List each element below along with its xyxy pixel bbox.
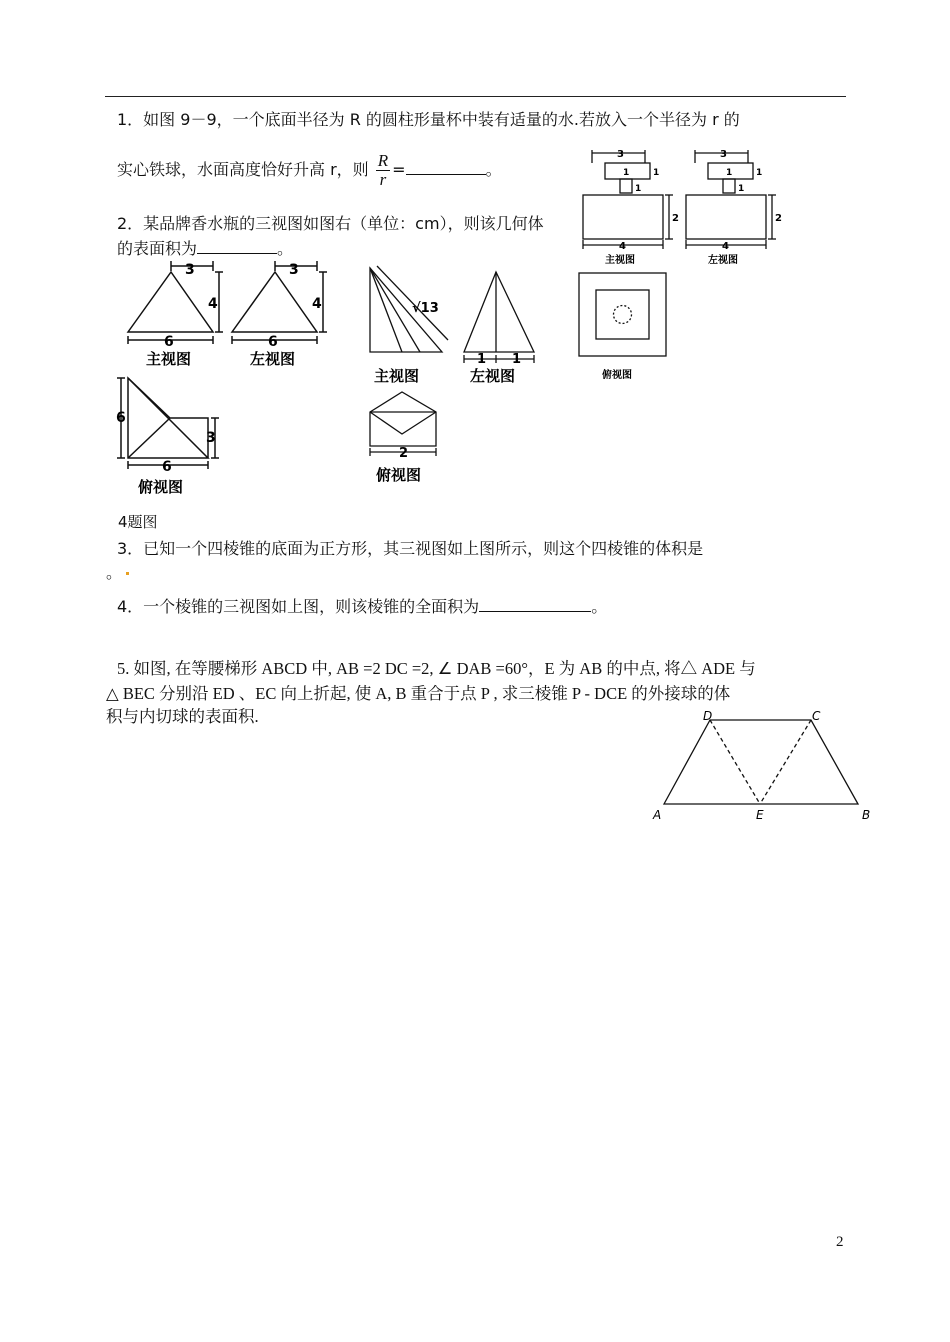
- q3-front-dim-base: 6: [164, 334, 174, 350]
- q3-top-dim-bottom6: 6: [162, 459, 172, 475]
- q4-answer-blank: [479, 597, 591, 612]
- bottle-left-dim-top: 3: [720, 149, 727, 160]
- q3-top-label: 俯视图: [138, 478, 184, 496]
- q4-line1: [117, 597, 607, 617]
- q1-line2: [117, 152, 502, 189]
- trap-label-D: D: [703, 709, 713, 723]
- q3-front-dim-half: 3: [185, 262, 195, 278]
- trap-label-E: E: [756, 808, 764, 822]
- q4-top-view: [364, 386, 464, 486]
- bottle-left-view: [678, 145, 878, 265]
- q4-left-dim-1a: 1: [477, 352, 487, 367]
- bottle-left-dim-neck: 1: [726, 168, 733, 178]
- q1-frac-den: r: [379, 170, 387, 189]
- bottle-front-dim-big: 2: [672, 213, 679, 224]
- trap-label-A: A: [653, 808, 662, 822]
- q3-left-dim-half: 3: [289, 262, 299, 278]
- header-rule: [105, 96, 846, 97]
- q5-line3: 积与内切球的表面积.: [106, 707, 259, 726]
- q4-left-dim-1b: 1: [512, 352, 522, 367]
- q3-left-dim-height: 4: [312, 296, 322, 312]
- trap-label-B: B: [862, 808, 871, 822]
- q5-line2: △ BEC 分别沿 ED 、EC 向上折起, 使 A, B 重合于点 P , 求三棱锥 P - DCE 的外接球的体: [106, 684, 731, 703]
- q3-top-view: [112, 372, 232, 502]
- q2-end: 。: [277, 239, 294, 258]
- bottle-front-dim-small2: 1: [635, 184, 642, 194]
- q2-line2-text: 的表面积为: [117, 239, 198, 258]
- q4-top-label: 俯视图: [376, 466, 422, 484]
- q4-top-dim-2: 2: [399, 446, 409, 461]
- bottle-front-label: 主视图: [605, 255, 635, 266]
- page-number: 2: [836, 1234, 844, 1250]
- q1-fraction: [376, 152, 390, 189]
- trapezoid-figure: [650, 708, 890, 828]
- bottle-left-dim-small2: 1: [738, 184, 745, 194]
- q3-left-label: 左视图: [250, 350, 296, 368]
- q4-left-view: [456, 262, 556, 387]
- q3-line2: [106, 563, 129, 583]
- bottle-front-dim-neck: 1: [623, 168, 630, 178]
- bottle-left-label: 左视图: [708, 255, 738, 266]
- q1-frac-num: R: [377, 151, 389, 170]
- bottle-left-dim-big: 2: [775, 213, 782, 224]
- q4-front-label: 主视图: [374, 367, 420, 385]
- q2-line2: [117, 239, 293, 259]
- stray-dot: [126, 572, 129, 575]
- bottle-front-dim-top: 3: [617, 149, 624, 160]
- q4-front-view: [362, 262, 462, 387]
- q1-end: 。: [485, 160, 502, 179]
- q1-answer-blank: [406, 160, 486, 175]
- bottle-top-view: [572, 270, 682, 390]
- trap-label-C: C: [812, 709, 821, 723]
- q3-front-dim-height: 4: [208, 296, 218, 312]
- bottle-top-label: 俯视图: [602, 370, 632, 381]
- bottle-left-dim-small: 1: [756, 168, 763, 178]
- q4-left-label: 左视图: [470, 367, 516, 385]
- q3-left-dim-base: 6: [268, 334, 278, 350]
- q3-top-dim-side3: 3: [206, 430, 216, 446]
- q3-line1: 3．已知一个四棱锥的底面为正方形，其三视图如上图所示，则这个四棱锥的体积是: [117, 539, 704, 558]
- q2-line1: 2．某品牌香水瓶的三视图如图右（单位：cm），则该几何体: [117, 214, 544, 233]
- q3-end: 。: [106, 563, 123, 582]
- q3-front-label: 主视图: [146, 350, 192, 368]
- q4-caption: 4题图: [118, 513, 158, 531]
- bottle-front-dim-bottom: 4: [619, 241, 626, 252]
- q3-top-dim-side6: 6: [116, 410, 126, 426]
- bottle-left-dim-bottom: 4: [722, 241, 729, 252]
- q3-left-view: [222, 258, 332, 368]
- q2-answer-blank: [197, 239, 277, 254]
- bottle-front-dim-small: 1: [653, 168, 660, 178]
- q4-text: 4．一个棱锥的三视图如上图，则该棱锥的全面积为: [117, 597, 480, 616]
- q5-line1: 5. 如图, 在等腰梯形 ABCD 中, AB =2 DC =2, ∠ DAB =60°，E 为 AB 的中点, 将△ ADE 与: [117, 659, 756, 678]
- q4-end: 。: [591, 597, 608, 616]
- q1-line1: 1．如图 9－9，一个底面半径为 R 的圆柱形量杯中装有适量的水.若放入一个半径为 r 的: [117, 110, 740, 129]
- q1-equals: =: [392, 160, 406, 179]
- q1-line2-text: 实心铁球，水面高度恰好升高 r，则: [117, 160, 369, 179]
- q4-front-dim-sqrt: √13: [412, 301, 439, 316]
- q3-front-view: [118, 258, 228, 368]
